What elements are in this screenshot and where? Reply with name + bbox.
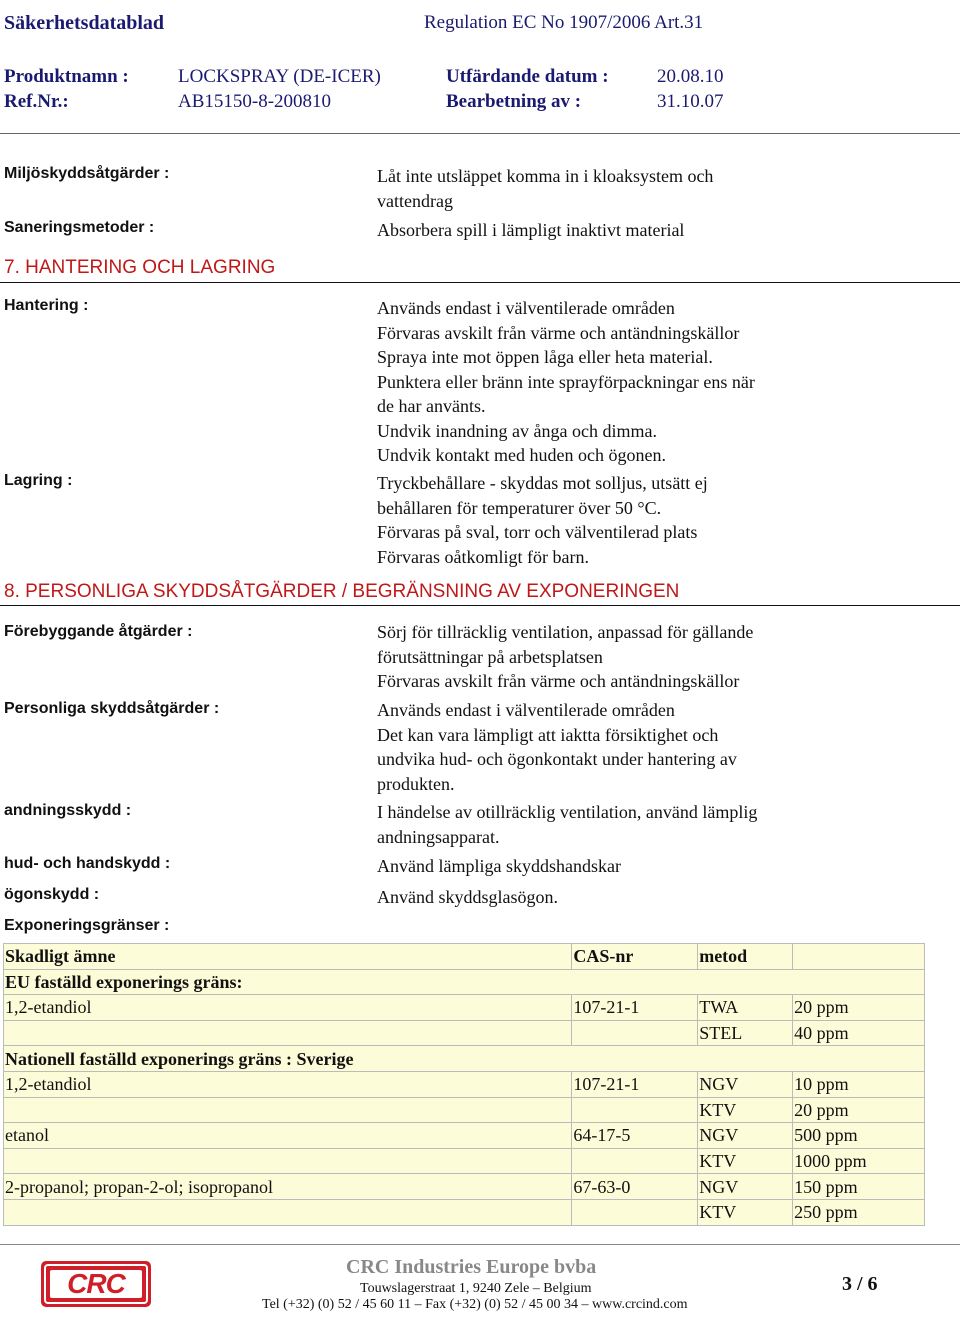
table-cell: KTV: [698, 1199, 793, 1225]
table-cell: 2-propanol; propan-2-ol; isopropanol: [4, 1174, 572, 1200]
table-header-row: [4, 944, 925, 970]
page-number: 3 / 6: [842, 1273, 878, 1295]
national-limits-heading: Nationell faställd exponerings gräns : Sverige: [4, 1046, 925, 1072]
text-line: Sörj för tillräcklig ventilation, anpassad för gällande: [377, 622, 754, 642]
text-line: Förvaras avskilt från värme och antändningskällor: [377, 671, 740, 691]
product-name-value: LOCKSPRAY (DE-ICER): [178, 66, 381, 87]
revision-date-value: 31.10.07: [657, 91, 724, 112]
handling-label: Hantering :: [4, 297, 89, 314]
environment-text: [377, 164, 713, 213]
text-line: Det kan vara lämpligt att iaktta försiktighet och: [377, 724, 719, 745]
table-header-cell: CAS-nr: [572, 944, 698, 970]
table-cell: 20 ppm: [793, 995, 925, 1021]
preventive-measures-label: Förebyggande åtgärder :: [4, 623, 193, 640]
table-cell: [572, 1097, 698, 1123]
text-line: Låt inte utsläppet komma in i kloaksystem och: [377, 166, 714, 186]
text-line: förutsättningar på arbetsplatsen: [377, 646, 603, 667]
ref-number-label: Ref.Nr.:: [4, 91, 69, 112]
company-address: Touwslagerstraat 1, 9240 Zele – Belgium: [360, 1281, 592, 1296]
product-name-label: Produktnamn :: [4, 66, 129, 87]
text-line: Förvaras oåtkomligt för barn.: [377, 546, 589, 567]
cleanup-text: Absorbera spill i lämpligt inaktivt material: [377, 220, 685, 240]
table-group-row: [4, 1046, 925, 1072]
table-cell: KTV: [698, 1097, 793, 1123]
text-line: andningsapparat.: [377, 826, 500, 847]
section-divider: [0, 605, 960, 606]
table-group-row: [4, 969, 925, 995]
table-cell: [4, 1199, 572, 1225]
table-cell: 10 ppm: [793, 1071, 925, 1097]
table-cell: 107-21-1: [572, 1071, 698, 1097]
table-cell: 20 ppm: [793, 1097, 925, 1123]
table-cell: 67-63-0: [572, 1174, 698, 1200]
text-line: Undvik inandning av ånga och dimma.: [377, 420, 657, 441]
table-cell: 500 ppm: [793, 1123, 925, 1149]
table-row: [4, 1123, 925, 1149]
table-row: [4, 995, 925, 1021]
table-cell: [572, 1199, 698, 1225]
table-cell: etanol: [4, 1123, 572, 1149]
table-cell: [4, 1148, 572, 1174]
hand-protection-label: hud- och handskydd :: [4, 855, 171, 872]
table-cell: 1000 ppm: [793, 1148, 925, 1174]
company-contact: Tel (+32) (0) 52 / 45 60 11 – Fax (+32) (0) 52 / 45 00 34 – www.crcind.com: [262, 1297, 688, 1312]
environment-label: Miljöskyddsåtgärder :: [4, 165, 170, 182]
text-line: Förvaras på sval, torr och välventilerad plats: [377, 522, 698, 542]
text-line: undvika hud- och ögonkontakt under hantering av: [377, 749, 737, 769]
table-cell: 64-17-5: [572, 1123, 698, 1149]
respiratory-protection-text: [377, 800, 757, 849]
company-name: CRC Industries Europe bvba: [346, 1256, 597, 1278]
text-line: Används endast i välventilerade områden: [377, 298, 675, 318]
storage-label: Lagring :: [4, 472, 73, 489]
table-cell: [572, 1148, 698, 1174]
table-cell: 107-21-1: [572, 995, 698, 1021]
table-cell: 250 ppm: [793, 1199, 925, 1225]
text-line: Förvaras avskilt från värme och antändningskällor: [377, 322, 740, 343]
text-line: I händelse av otillräcklig ventilation, använd lämplig: [377, 802, 758, 822]
table-row: [4, 1148, 925, 1174]
text-line: Spraya inte mot öppen låga eller heta material.: [377, 347, 713, 367]
table-cell: NGV: [698, 1071, 793, 1097]
personal-protection-label: Personliga skyddsåtgärder :: [4, 700, 220, 717]
text-line: de har använts.: [377, 396, 486, 416]
table-cell: NGV: [698, 1123, 793, 1149]
table-cell: [4, 1020, 572, 1046]
preventive-measures-text: [377, 620, 753, 694]
personal-protection-text: [377, 698, 737, 796]
section-8-title: 8. PERSONLIGA SKYDDSÅTGÄRDER / BEGRÄNSNING AV EXPONERINGEN: [4, 581, 680, 602]
table-header-cell: [793, 944, 925, 970]
table-cell: 1,2-etandiol: [4, 995, 572, 1021]
table-row: [4, 1174, 925, 1200]
text-line: Tryckbehållare - skyddas mot solljus, utsätt ej: [377, 473, 708, 493]
text-line: vattendrag: [377, 190, 453, 211]
handling-text: [377, 296, 755, 468]
exposure-limits-label: Exponeringsgränser :: [4, 917, 170, 934]
table-cell: TWA: [698, 995, 793, 1021]
issue-date-label: Utfärdande datum :: [446, 66, 609, 87]
table-row: [4, 1199, 925, 1225]
footer-divider: [0, 1244, 960, 1245]
section-divider: [0, 282, 960, 283]
table-cell: STEL: [698, 1020, 793, 1046]
table-cell: KTV: [698, 1148, 793, 1174]
text-line: produkten.: [377, 773, 455, 794]
revision-date-label: Bearbetning av :: [446, 91, 582, 112]
header-divider: [0, 133, 960, 134]
text-line: Undvik kontakt med huden och ögonen.: [377, 445, 666, 465]
table-cell: [572, 1020, 698, 1046]
eu-limits-heading: EU faställd exponerings gräns:: [4, 969, 925, 995]
table-cell: 150 ppm: [793, 1174, 925, 1200]
exposure-limits-table: [3, 943, 925, 1226]
text-line: behållaren för temperaturer över 50 °C.: [377, 497, 662, 518]
text-line: Används endast i välventilerade områden: [377, 700, 675, 720]
crc-logo: [38, 1258, 154, 1310]
table-row: [4, 1097, 925, 1123]
respiratory-protection-label: andningsskydd :: [4, 802, 132, 819]
table-cell: [4, 1097, 572, 1123]
issue-date-value: 20.08.10: [657, 66, 724, 87]
table-cell: 40 ppm: [793, 1020, 925, 1046]
eye-protection-label: ögonskydd :: [4, 886, 100, 903]
regulation-reference: Regulation EC No 1907/2006 Art.31: [424, 12, 704, 33]
table-row: [4, 1020, 925, 1046]
storage-text: [377, 471, 708, 569]
document-title: Säkerhetsdatablad: [4, 12, 165, 34]
section-7-title: 7. HANTERING OCH LAGRING: [4, 257, 276, 278]
table-cell: 1,2-etandiol: [4, 1071, 572, 1097]
logo-text: CRC: [67, 1268, 125, 1299]
table-header-cell: metod: [698, 944, 793, 970]
ref-number-value: AB15150-8-200810: [178, 91, 332, 112]
hand-protection-text: Använd lämpliga skyddshandskar: [377, 856, 621, 876]
table-header-cell: Skadligt ämne: [4, 944, 572, 970]
cleanup-label: Saneringsmetoder :: [4, 219, 155, 236]
table-row: [4, 1071, 925, 1097]
table-cell: NGV: [698, 1174, 793, 1200]
text-line: Punktera eller bränn inte sprayförpackningar ens när: [377, 371, 755, 392]
eye-protection-text: Använd skyddsglasögon.: [377, 887, 558, 907]
